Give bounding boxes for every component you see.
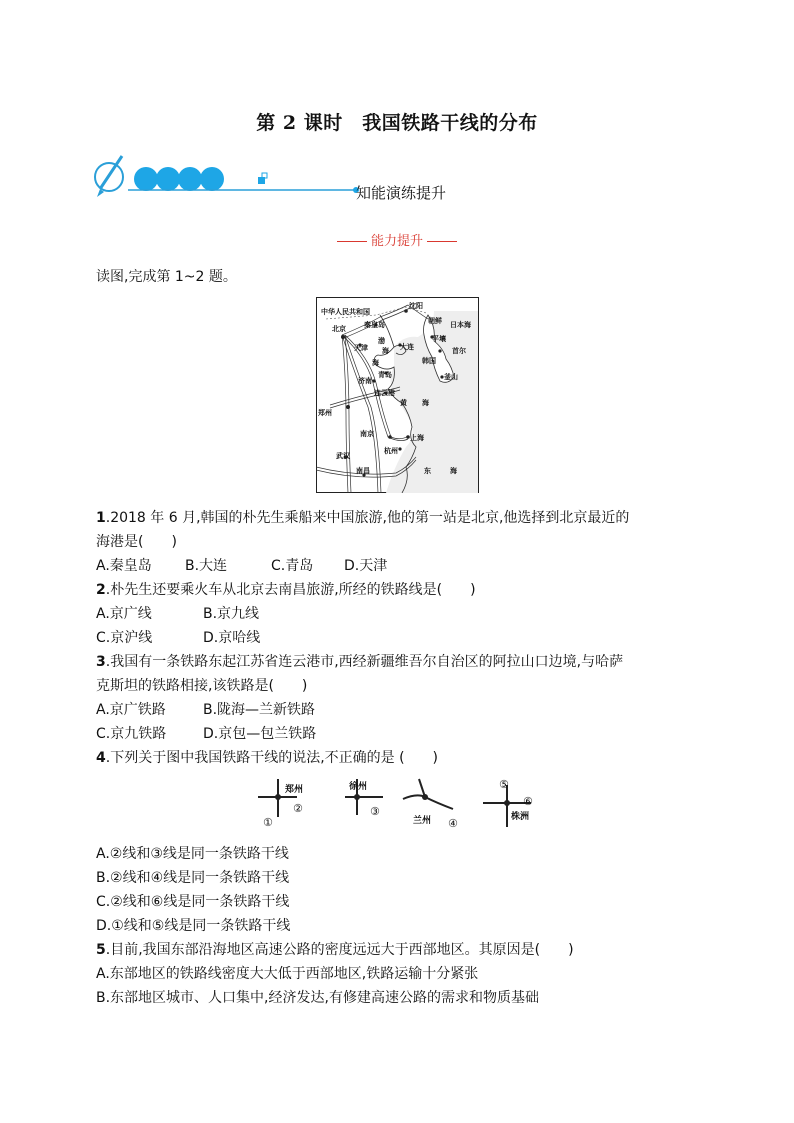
map-label-hai: 海: [382, 347, 389, 355]
map-label-jinan: 济南: [358, 377, 372, 385]
map-label-dong: 东: [424, 467, 431, 475]
map-label-riben-hai: 日本海: [450, 321, 471, 329]
map-label-shou-er: 首尔: [452, 347, 466, 355]
section-heading: [0, 230, 794, 249]
map-label-dalian: 大连: [400, 343, 414, 351]
question-1-options: [96, 557, 387, 575]
map-label-shenyang: 沈阳: [409, 302, 423, 310]
diagram-num-1: ①: [263, 816, 273, 829]
map-label-qingdao: 青岛: [378, 371, 392, 379]
banner-graphic: [92, 152, 512, 202]
q2-option-d[interactable]: D.京哈线: [203, 630, 261, 646]
map-label-lianyungang: 连云港: [374, 389, 395, 397]
map-label-wuhan: 武汉: [336, 452, 350, 460]
diagram-num-3: ③: [370, 805, 380, 818]
question-1: 1.2018 年 6 月,韩国的朴先生乘船来中国旅游,他的第一站是北京,他选择到北京最近的: [96, 510, 630, 526]
map-label-country: 中华人民共和国: [321, 308, 370, 316]
question-3-options-row2: [96, 725, 316, 743]
diagram-label-lanzhou: 兰州: [413, 816, 432, 826]
map-label-shanghai: 上海: [410, 434, 424, 442]
question-2-options-row1: [96, 605, 259, 623]
q3-option-c[interactable]: C.京九铁路: [96, 726, 167, 742]
q4-option-c[interactable]: C.②线和⑥线是同一条铁路干线: [96, 894, 290, 910]
map-label-nanchang: 南昌: [356, 467, 370, 475]
q5-option-a[interactable]: A.东部地区的铁路线密度大大低于西部地区,铁路运输十分紧张: [96, 966, 479, 982]
diagram-label-xuzhou: 徐州: [349, 782, 368, 792]
map-label-chaoxian: 朝鲜: [428, 317, 442, 325]
question-3: 3.我国有一条铁路东起江苏省连云港市,西经新疆维吾尔自治区的阿拉山口边境,与哈萨: [96, 654, 624, 670]
railway-junction-diagram: [253, 773, 553, 833]
diagram-num-6: ⑥: [523, 795, 533, 808]
railway-map: [316, 297, 479, 493]
diagram-num-4: ④: [448, 817, 458, 830]
map-label-huang: 黄: [400, 399, 407, 407]
q1-option-a[interactable]: A.秦皇岛: [96, 558, 152, 574]
question-3-options-row1: [96, 701, 315, 719]
page-title: 第 2 课时 我国铁路干线的分布: [256, 112, 538, 134]
question-5: 5.目前,我国东部沿海地区高速公路的密度远远大于西部地区。其原因是( ): [96, 942, 574, 958]
q3-option-a[interactable]: A.京广铁路: [96, 702, 166, 718]
map-label-bo: 渤: [378, 337, 385, 345]
q1-option-b[interactable]: B.大连: [185, 558, 228, 574]
map-label-fushan: 釜山: [444, 373, 458, 381]
q1-option-c[interactable]: C.青岛: [271, 558, 314, 574]
q4-option-d[interactable]: D.①线和⑤线是同一条铁路干线: [96, 918, 291, 934]
q3-option-d[interactable]: D.京包—包兰铁路: [203, 726, 317, 742]
q2-option-a[interactable]: A.京广线: [96, 606, 152, 622]
map-label-pingrang: 平壤: [432, 335, 446, 343]
map-label-beijing: 北京: [332, 325, 346, 333]
diagram-label-zhengzhou: 郑州: [285, 785, 304, 795]
map-label-hanguo: 韩国: [422, 357, 436, 365]
q3-option-b[interactable]: B.陇海—兰新铁路: [203, 702, 316, 718]
banner-title: 知能演练提升: [356, 184, 447, 202]
question-2-options-row2: [96, 629, 260, 647]
question-1-cont: 海港是( ): [96, 534, 177, 550]
question-2: 2.朴先生还要乘火车从北京去南昌旅游,所经的铁路线是( ): [96, 582, 476, 598]
map-label-zhengzhou: 郑州: [318, 409, 332, 417]
q4-option-b[interactable]: B.②线和④线是同一条铁路干线: [96, 870, 290, 886]
question-3-cont: 克斯坦的铁路相接,该铁路是( ): [96, 678, 308, 694]
diagram-num-2: ②: [293, 802, 303, 815]
map-label-tianjin: 天津: [354, 344, 368, 352]
q2-option-b[interactable]: B.京九线: [203, 606, 260, 622]
map-label-hangzhou: 杭州: [384, 447, 398, 455]
q2-option-c[interactable]: C.京沪线: [96, 630, 153, 646]
map-label-huang-hai: 海: [422, 399, 429, 407]
map-label-qinhuangdao: 秦皇岛: [364, 321, 385, 329]
map-label-qingdao-hai: 海: [372, 359, 379, 367]
section-label: 能力提升: [370, 234, 423, 249]
intro-text: 读图,完成第 1~2 题。: [96, 269, 237, 285]
q4-option-a[interactable]: A.②线和③线是同一条铁路干线: [96, 846, 289, 862]
diagram-num-5: ⑤: [499, 778, 509, 791]
question-4: 4.下列关于图中我国铁路干线的说法,不正确的是 ( ): [96, 750, 439, 766]
q5-option-b[interactable]: B.东部地区城市、人口集中,经济发达,有修建高速公路的需求和物质基础: [96, 990, 539, 1006]
q1-option-d[interactable]: D.天津: [344, 558, 388, 574]
map-label-nanjing: 南京: [360, 430, 374, 438]
map-label-dong-hai: 海: [450, 467, 457, 475]
section-banner: [92, 152, 512, 202]
diagram-label-zhuzhou: 株洲: [511, 812, 530, 822]
